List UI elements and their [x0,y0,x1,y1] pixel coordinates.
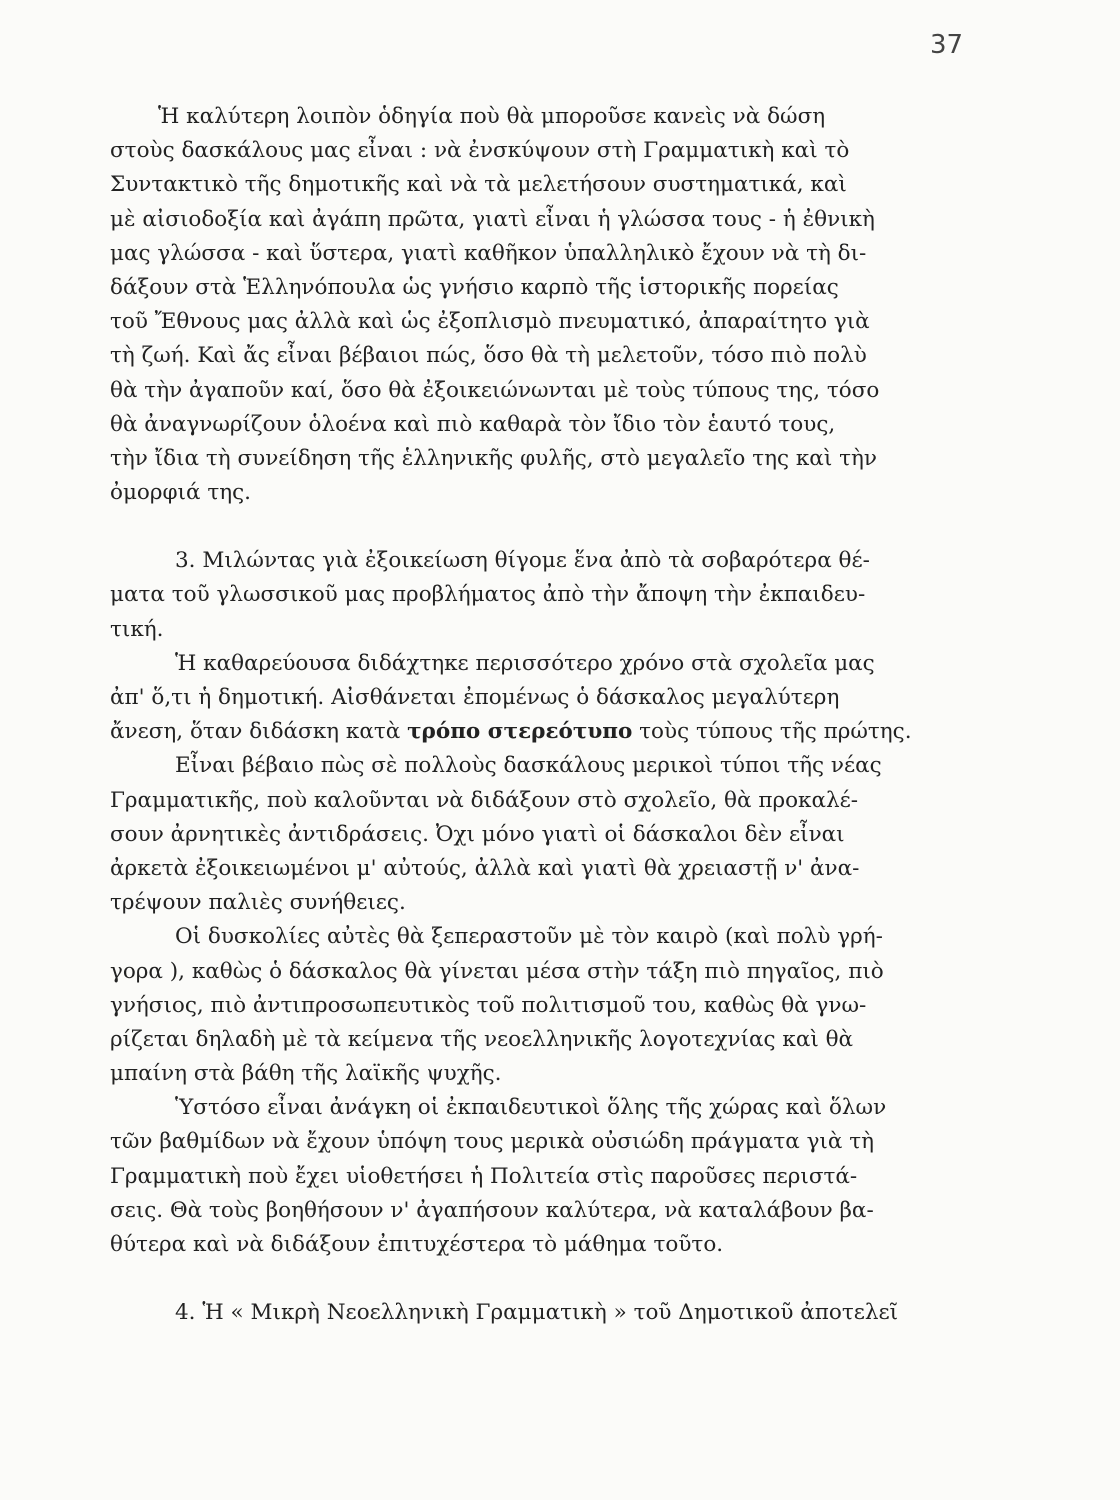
text-line: Ὑστόσο εἶναι ἀνάγκη οἱ ἐκπαιδευτικοὶ ὅλης τῆς χώρας καὶ ὅλων [175,1095,887,1121]
text-line: 4. Ἡ « Μικρὴ Νεοελληνικὴ Γραμματικὴ » τοῦ Δημοτικοῦ ἀποτελεῖ [175,1300,899,1326]
text-line-with-emphasis [110,715,970,749]
text-line: ἀρκετὰ ἐξοικειωμένοι μ' αὐτούς, ἀλλὰ καὶ γιατὶ θὰ χρειαστῇ ν' ἀνα- [110,855,860,881]
text-span: ἄνεση, ὅταν [110,719,250,745]
text-line: ἀπ' ὅ,τι ἡ δημοτική. Αἰσθάνεται ἐπομένως ὁ δάσκαλος μεγαλύτερη [110,685,840,710]
text-line: Γραμματικὴ ποὺ ἔχει υἱοθετήσει ἡ Πολιτεία στὶς παροῦσες περιστά- [110,1163,858,1189]
text-line: Εἶναι βέβαιο πὼς σὲ πολλοὺς δασκάλους μερικοὶ τύποι τῆς νέας [175,753,882,779]
paragraph-spacer [110,510,970,544]
text-line: θὰ τὴν ἀγαποῦν καί, ὅσο θὰ ἐξοικειώνωνται μὲ τοὺς τύπους της, τόσο [110,377,880,403]
text-line: στοὺς δασκάλους μας εἶναι : νὰ ἐνσκύψουν στὴ Γραμματικὴ καὶ τὸ [110,138,850,164]
text-line: τοῦ Ἔθνους μας ἀλλὰ καὶ ὡς ἐξοπλισμὸ πνευματικό, ἀπαραίτητο γιὰ [110,309,870,335]
text-line: τὴν ἴδια τὴ συνείδηση τῆς ἑλληνικῆς φυλῆς, στὸ μεγαλεῖο της καὶ τὴν [110,445,877,471]
paragraph-spacer [110,1262,970,1296]
text-span: τοὺς τύπους τῆς πρώτης. [632,719,912,745]
text-line: γνήσιος, πιὸ ἀντιπροσωπευτικὸς τοῦ πολιτισμοῦ του, καθὼς θὰ γνω- [110,992,867,1018]
text-line: μπαίνη στὰ βάθη τῆς λαϊκῆς ψυχῆς. [110,1061,502,1087]
text-line: τρέψουν παλιὲς συνήθειες. [110,890,406,916]
text-line: θύτερα καὶ νὰ διδάξουν ἐπιτυχέστερα τὸ μάθημα τοῦτο. [110,1232,724,1257]
text-line: θὰ ἀναγνωρίζουν ὁλοένα καὶ πιὸ καθαρὰ τὸν ἴδιο τὸν ἑαυτό τους, [110,411,836,437]
text-line: μὲ αἰσιοδοξία καὶ ἀγάπη πρῶτα, γιατὶ εἶναι ἡ γλώσσα τους - ἡ ἐθνικὴ [110,206,875,232]
text-line: τῶν βαθμίδων νὰ ἔχουν ὑπόψη τους μερικὰ οὐσιώδη πράγματα γιὰ τὴ [110,1129,874,1155]
text-line: σουν ἀρνητικὲς ἀντιδράσεις. Ὀχι μόνο γιατὶ οἱ δάσκαλοι δὲν εἶναι [110,821,845,847]
text-line: δάξουν στὰ Ἑλληνόπουλα ὡς γνήσιο καρπὸ τῆς ἱστορικῆς πορείας [110,274,839,300]
page-number: 37 [930,30,964,60]
text-line: σεις. Θὰ τοὺς βοηθήσουν ν' ἀγαπήσουν καλύτερα, νὰ καταλάβουν βα- [110,1197,874,1223]
text-line: ρίζεται δηλαδὴ μὲ τὰ κείμενα τῆς νεοελληνικῆς λογοτεχνίας καὶ θὰ [110,1026,854,1052]
text-line: Ἡ καθαρεύουσα διδάχτηκε περισσότερο χρόνο στὰ σχολεῖα μας [175,650,875,676]
text-line: γορα ), καθὼς ὁ δάσκαλος θὰ γίνεται μέσα στὴν τάξη πιὸ πηγαῖος, πιὸ [110,958,884,984]
text-line: ματα τοῦ γλωσσικοῦ μας προβλήματος ἀπὸ τὴν ἄποψη τὴν ἐκπαιδευ- [110,582,866,608]
bold-emphasis: τρόπο στερεότυπο [407,719,633,745]
text-line: μας γλώσσα - καὶ ὕστερα, γιατὶ καθῆκον ὑπαλληλικὸ ἔχουν νὰ τὴ δι- [110,240,867,266]
text-line: Ἡ καλύτερη λοιπὸν ὁδηγία ποὺ θὰ μποροῦσε κανεὶς νὰ δώση [158,104,826,129]
text-line: 3. Μιλώντας γιὰ ἐξοικείωση θίγομε ἕνα ἀπὸ τὰ σοβαρότερα θέ- [175,548,870,574]
body-text [110,100,970,1330]
text-line: τική. [110,616,164,642]
text-line: τὴ ζωή. Καὶ ἄς εἶναι βέβαιοι πώς, ὅσο θὰ τὴ μελετοῦν, τόσο πιὸ πολὺ [110,343,867,369]
text-line: Συντακτικὸ τῆς δημοτικῆς καὶ νὰ τὰ μελετήσουν συστηματικά, καὶ [110,172,847,198]
text-span: διδάσκη κατὰ [249,719,408,745]
text-line: ὀμορφιά της. [110,480,251,506]
text-line: Οἱ δυσκολίες αὐτὲς θὰ ξεπεραστοῦν μὲ τὸν καιρὸ (καὶ πολὺ γρή- [175,924,883,950]
text-line: Γραμματικῆς, ποὺ καλοῦνται νὰ διδάξουν στὸ σχολεῖο, θὰ προκαλέ- [110,787,859,813]
